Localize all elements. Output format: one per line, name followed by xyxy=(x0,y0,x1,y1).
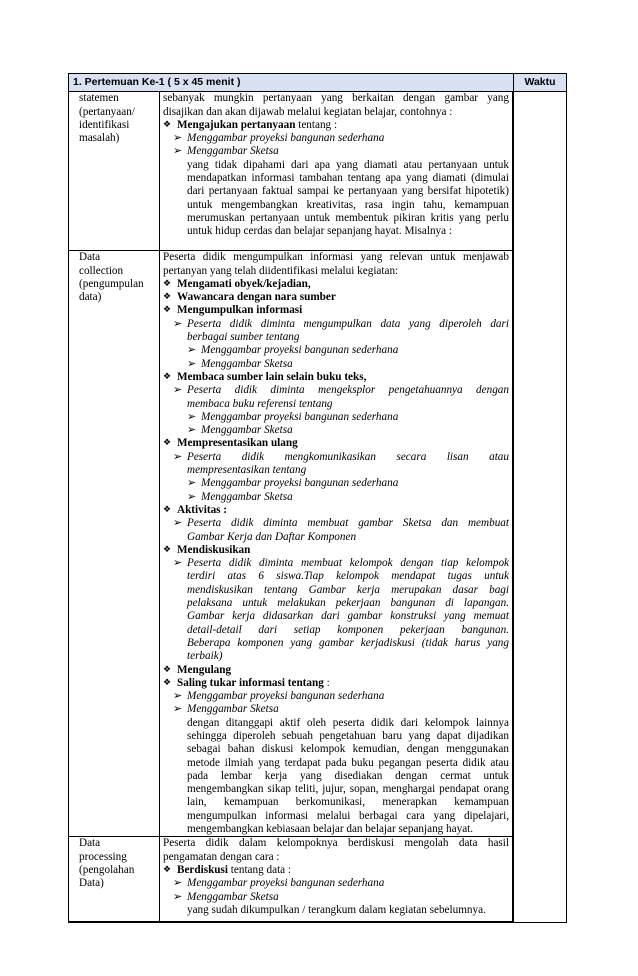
list-item-bold: Mendiskusikan xyxy=(177,543,251,556)
diamond-bullet-icon: ❖ xyxy=(163,677,172,688)
sub-item xyxy=(173,451,509,478)
sub-sub-item xyxy=(187,477,509,490)
arrow-bullet-icon: ➢ xyxy=(173,450,183,463)
arrow-bullet-icon: ➢ xyxy=(187,357,197,370)
diamond-bullet-icon: ❖ xyxy=(163,371,172,382)
text-line: untuk hidup cerdas dan belajar sepanjang hayat. Misalnya : xyxy=(187,225,452,238)
diamond-bullet-icon: ❖ xyxy=(163,864,172,875)
sub-item-text: Menggambar Sketsa xyxy=(187,145,279,158)
sub-item xyxy=(173,557,509,663)
sub-item-text: pelaksana untuk melakukan pekerjaan bangunan di lapangan. xyxy=(187,597,509,610)
list-item-bold: Mengajukan pertanyaan xyxy=(177,118,296,131)
sub-item-text: Gambar Kerja dan Daftar Komponen xyxy=(187,530,357,543)
sub-item xyxy=(173,318,509,345)
arrow-bullet-icon: ➢ xyxy=(173,557,183,570)
row-content xyxy=(160,92,513,251)
list-item-bold: Aktivitas : xyxy=(177,503,228,516)
diamond-bullet-icon: ❖ xyxy=(163,119,172,130)
sub-sub-item-text: Menggambar proyeksi bangunan sederhana xyxy=(201,477,399,490)
label-line: (pertanyaan/ xyxy=(79,105,135,118)
sub-item-text: Menggambar Sketsa xyxy=(187,703,279,716)
label-line: collection xyxy=(79,264,124,277)
sub-sub-item xyxy=(187,491,509,504)
sub-item-text: berbagai sumber tentang xyxy=(187,331,300,344)
text-line: metode ilmiah yang terdapat pada buku pegangan peserta didik atau xyxy=(187,756,509,769)
sub-sub-item-text: Menggambar proyeksi bangunan sederhana xyxy=(201,344,399,357)
row-content xyxy=(160,837,513,922)
sub-item xyxy=(173,517,509,544)
list-item-bold: Mengamati obyek/kejadian, xyxy=(177,277,311,290)
sub-sub-item xyxy=(187,424,509,437)
sub-item-text: Beberapa komponen yang gambar kerjadiskusi (tidak harus yang xyxy=(187,636,509,649)
text-line: merumuskan pertanyaan untuk membentuk pikiran kritis yang perlu xyxy=(187,211,509,224)
list-item xyxy=(163,504,509,517)
list-item-bold: Mengulang xyxy=(177,663,232,676)
list-item-rest: : xyxy=(323,676,330,689)
sub-sub-item-text: Menggambar Sketsa xyxy=(201,490,293,503)
diamond-bullet-icon: ❖ xyxy=(163,438,172,449)
diamond-bullet-icon: ❖ xyxy=(163,305,172,316)
list-item xyxy=(163,664,509,677)
text-line: dari pertanyaan faktual sampai ke pertanyaan yang bersifat hipotetik) xyxy=(187,185,509,198)
label-line: data) xyxy=(79,291,102,304)
arrow-bullet-icon: ➢ xyxy=(187,477,197,490)
list-item-bold: Membaca sumber lain selain buku teks, xyxy=(177,370,367,383)
diamond-bullet-icon: ❖ xyxy=(163,278,172,289)
time-cell xyxy=(514,92,567,923)
list-item-rest: tentang : xyxy=(295,118,338,131)
sub-item-text: terdiri atas 6 siswa.Tiap kelompok mendapat tugas untuk xyxy=(187,570,509,583)
arrow-bullet-icon: ➢ xyxy=(173,877,183,890)
sub-item-text: detail-detail dari setiap komponen pekerjaan bangunan. xyxy=(187,623,509,636)
activity-cell xyxy=(69,92,514,923)
list-item xyxy=(163,119,509,132)
text-line: sebagai bahan diskusi kelompok kemudian, dengan menggunakan xyxy=(187,743,509,756)
sub-item xyxy=(173,384,509,411)
sub-item-text: mendiskusikan tentang Gambar kerja merupakan dasar bagi xyxy=(187,583,509,596)
sub-item-text: Menggambar proyeksi bangunan sederhana xyxy=(187,132,385,145)
diamond-bullet-icon: ❖ xyxy=(163,664,172,675)
sub-item-text: Peserta didik diminta membuat kelompok dengan tiap kelompok xyxy=(187,557,509,570)
arrow-bullet-icon: ➢ xyxy=(173,145,183,158)
sub-sub-item xyxy=(187,358,509,371)
sub-item-text: Peserta didik mengkomunikasikan secara lisan atau xyxy=(187,450,509,463)
text-line: pada lembar kerja yang disediakan dengan cermat untuk xyxy=(187,769,509,782)
diamond-bullet-icon: ❖ xyxy=(163,504,172,515)
table-row xyxy=(69,837,513,922)
text-line: yang sudah dikumpulkan / terangkum dalam kegiatan sebelumnya. xyxy=(187,903,486,916)
arrow-bullet-icon: ➢ xyxy=(187,344,197,357)
text-line: Peserta didik dalam kelompoknya berdiskusi mengolah data hasil xyxy=(163,837,509,850)
label-line: Data xyxy=(79,837,101,850)
text-line: pertanyan yang telah diidentifikasi melalui kegiatan: xyxy=(163,264,399,277)
row-label xyxy=(69,92,160,251)
label-line: processing xyxy=(79,850,127,863)
sub-item-text: Peserta didik diminta membuat gambar Sketsa dan membuat xyxy=(187,517,509,530)
list-item xyxy=(163,371,509,384)
list-item-bold: Saling tukar informasi tentang xyxy=(177,676,324,689)
text-line: dengan ditanggapi aktif oleh peserta didik dari kelompok lainnya xyxy=(187,716,509,729)
arrow-bullet-icon: ➢ xyxy=(173,317,183,330)
list-item-bold: Berdiskusi xyxy=(177,863,228,876)
list-item-bold: Mengumpulkan informasi xyxy=(177,304,303,317)
arrow-bullet-icon: ➢ xyxy=(187,424,197,437)
arrow-bullet-icon: ➢ xyxy=(173,890,183,903)
sub-item xyxy=(173,145,509,158)
table-row xyxy=(69,92,513,251)
sub-sub-item-text: Menggambar Sketsa xyxy=(201,424,293,437)
list-item xyxy=(163,291,509,304)
text-line: mengembangkan sikap teliti, jujur, sopan, menghargai pendapat orang xyxy=(187,783,509,796)
row-label xyxy=(69,251,160,837)
list-item xyxy=(163,677,509,690)
arrow-bullet-icon: ➢ xyxy=(173,690,183,703)
label-line: Data) xyxy=(79,877,104,890)
sub-sub-item-text: Menggambar proyeksi bangunan sederhana xyxy=(201,410,399,423)
sub-item-text: Menggambar Sketsa xyxy=(187,890,279,903)
diamond-bullet-icon: ❖ xyxy=(163,544,172,555)
label-line: Data xyxy=(79,251,101,264)
diamond-bullet-icon: ❖ xyxy=(163,292,172,303)
list-item-bold: Wawancara dengan nara sumber xyxy=(177,291,336,304)
arrow-bullet-icon: ➢ xyxy=(173,384,183,397)
list-item xyxy=(163,304,509,317)
text-line: mengumpulkan informasi melalui berbagai cara yang dipelajari, xyxy=(187,809,509,822)
text-line: mendapatkan informasi tambahan tentang apa yang diamati (dimulai xyxy=(187,172,509,185)
list-item xyxy=(163,278,509,291)
sub-item xyxy=(173,132,509,145)
text-line: pengamatan dengan cara : xyxy=(163,850,280,863)
time-column-header: Waktu xyxy=(514,74,567,92)
sub-sub-item xyxy=(187,411,509,424)
row-content xyxy=(160,251,513,837)
section-title: 1. Pertemuan Ke-1 ( 5 x 45 menit ) xyxy=(69,74,514,92)
list-item xyxy=(163,864,509,877)
label-line: (pengumpulan xyxy=(79,277,144,290)
list-item xyxy=(163,437,509,450)
label-line: identifikasi xyxy=(79,118,130,131)
sub-item-text: mempresentasikan tentang xyxy=(187,464,307,477)
sub-sub-item xyxy=(187,344,509,357)
sub-item xyxy=(173,703,509,716)
lesson-table xyxy=(68,73,567,923)
sub-item-text: Gambar kerja didasarkan dari gambar konstruksi yang memuat xyxy=(187,610,509,623)
label-line: masalah) xyxy=(79,132,120,145)
sub-item-text: Peserta didik diminta mengumpulkan data yang diperoleh dari xyxy=(187,317,509,330)
sub-item-text: Menggambar proyeksi bangunan sederhana xyxy=(187,690,385,703)
arrow-bullet-icon: ➢ xyxy=(173,132,183,145)
activity-table xyxy=(69,92,513,922)
list-item-rest: tentang data : xyxy=(227,863,292,876)
text-line: mengembangkan kebiasaan belajar dan belajar sepanjang hayat. xyxy=(187,823,474,836)
header-row xyxy=(69,74,567,92)
text-line: yang tidak dipahami dari apa yang diamati atau pertanyaan untuk xyxy=(187,158,509,171)
arrow-bullet-icon: ➢ xyxy=(173,517,183,530)
list-item-bold: Mempresentasikan ulang xyxy=(177,437,298,450)
text-line: untuk mengembangkan kreativitas, rasa ingin tahu, kemampuan xyxy=(187,198,509,211)
sub-sub-item-text: Menggambar Sketsa xyxy=(201,357,293,370)
list-item xyxy=(163,544,509,557)
arrow-bullet-icon: ➢ xyxy=(187,490,197,503)
table-row xyxy=(69,251,513,837)
row-label xyxy=(69,837,160,922)
sub-item-text: terbaik) xyxy=(187,650,223,663)
sub-item-text: Peserta didik diminta mengeksplor pengetahuannya dengan xyxy=(187,384,509,397)
label-line: (pengolahan xyxy=(79,863,135,876)
sub-item-text: Menggambar proyeksi bangunan sederhana xyxy=(187,877,385,890)
sub-item xyxy=(173,690,509,703)
text-line: sebanyak mungkin pertanyaan yang berkaitan dengan gambar yang xyxy=(163,92,509,105)
text-line: Peserta didik mengumpulkan informasi yang relevan untuk menjawab xyxy=(163,251,509,264)
sub-item xyxy=(173,877,509,890)
text-line: sehingga diperoleh sebuah pengetahuan baru yang dapat dijadikan xyxy=(187,729,509,742)
text-line: disajikan dan akan dijawab melalui kegiatan belajar, contohnya : xyxy=(163,105,453,118)
arrow-bullet-icon: ➢ xyxy=(187,410,197,423)
sub-item xyxy=(173,891,509,904)
label-line: statemen xyxy=(79,92,119,105)
sub-item-text: membaca buku referensi tentang xyxy=(187,397,333,410)
text-line: lain, kemampuan berkomunikasi, menerapkan kemampuan xyxy=(187,796,509,809)
arrow-bullet-icon: ➢ xyxy=(173,703,183,716)
